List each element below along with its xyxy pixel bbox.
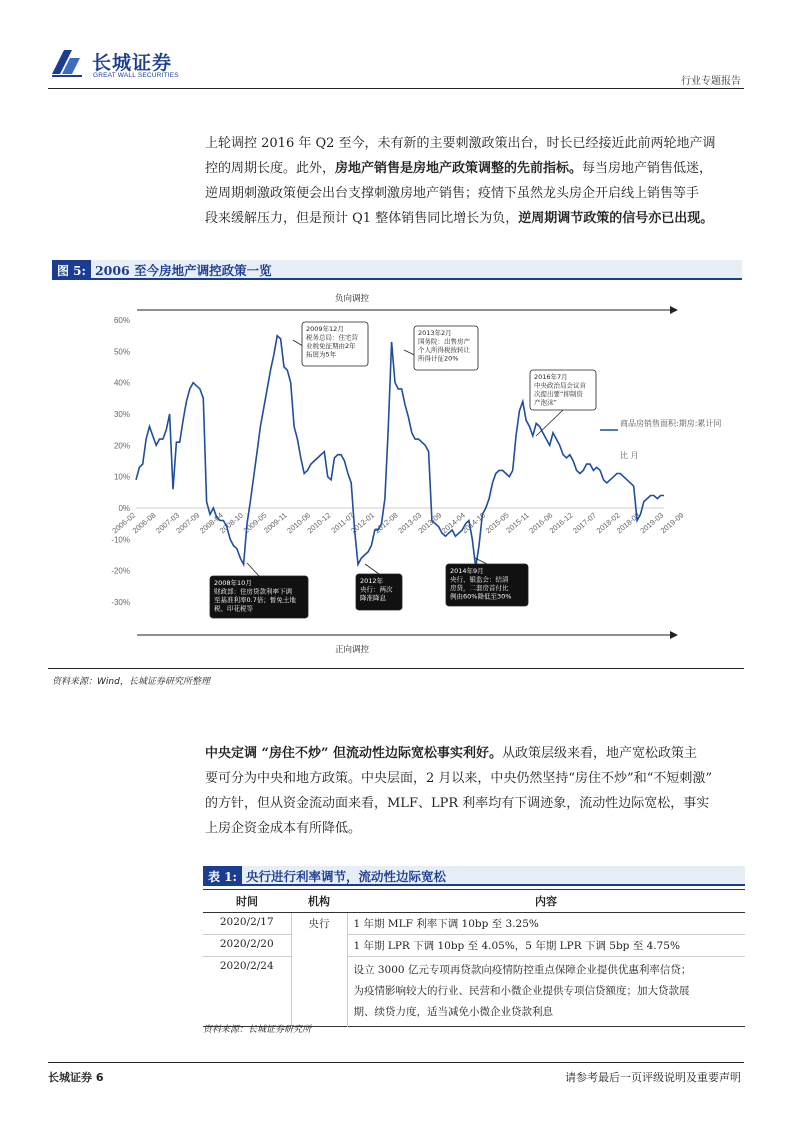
- table-header-row: [203, 890, 745, 913]
- row-date: 2020/2/20: [219, 938, 274, 950]
- para2-line-3: 的方针，但从资金流动面来看，MLF、LPR 利率均有下调迹象，流动性边际宽松，事实: [205, 796, 710, 811]
- x-tick-label: 2008-04: [197, 510, 225, 536]
- callout-text: 产泡沫”: [534, 398, 557, 407]
- callout-text: 2008年10月: [214, 579, 252, 587]
- figure-source: 资料来源：Wind，长城证券研究所整理: [52, 677, 210, 687]
- row-org: 央行: [291, 913, 347, 1027]
- annotation-callout: [446, 558, 528, 606]
- table-title-bar: [203, 866, 745, 886]
- x-tick-label: 2009-05: [241, 510, 269, 536]
- x-tick-label: 2016-06: [527, 510, 555, 536]
- legend-label: 比 月: [620, 451, 639, 460]
- great-wall-logo-icon: [50, 46, 84, 78]
- x-tick-label: 2012-01: [349, 510, 377, 536]
- header-divider: [48, 88, 744, 89]
- figure-bottom-rule: [48, 668, 744, 669]
- callout-text: 央行：两次: [360, 585, 393, 594]
- brand-name-cn: 长城证券: [92, 52, 173, 74]
- x-tick-label: 2016-12: [547, 510, 575, 536]
- callout-text: 2014年9月: [450, 567, 484, 575]
- callout-text: 税、印花税等: [214, 604, 253, 613]
- callout-text: 国务院：出售房产: [418, 337, 470, 346]
- row-content-line: 为疫情影响较大的行业、民营和小微企业提供专项信贷额度；加大贷款展: [353, 985, 690, 997]
- callout-text: 个人所得税按转让: [418, 346, 470, 354]
- y-tick-label: 40%: [113, 378, 130, 388]
- x-tick-label: 2015-05: [483, 510, 511, 536]
- callout-pointer: [247, 563, 259, 576]
- x-tick-label: 2008-10: [218, 510, 245, 536]
- x-tick-label: 2018-08: [614, 510, 642, 536]
- x-tick-label: 2011-07: [329, 510, 356, 535]
- figure-title: 2006 至今房地产调控政策一览: [94, 263, 272, 278]
- header-date: 时间: [203, 890, 291, 913]
- para1-line-3: 逆周期刺激政策便会出台支撑刺激房地产销售；疫情下虽然龙头房企开启线上销售等手: [205, 186, 700, 201]
- x-tick-label: 2019-03: [638, 510, 666, 536]
- top-arrow-head: [670, 306, 678, 314]
- paragraph-2: [205, 741, 745, 841]
- x-tick-label: 2017-07: [571, 510, 599, 536]
- callout-text: 拓展为5年: [306, 350, 337, 359]
- y-tick-label: -20%: [111, 566, 130, 576]
- table-row: [203, 913, 745, 935]
- row-content-line: 期、续贷力度，适当减免小微企业贷款利息: [353, 1006, 553, 1018]
- callout-text: 业税免征期由2年: [306, 342, 356, 350]
- table-title: 央行进行利率调节，流动性边际宽松: [245, 869, 446, 884]
- y-tick-label: 20%: [113, 441, 130, 451]
- y-tick-label: 0%: [118, 504, 130, 513]
- x-tick-label: 2007-03: [154, 510, 182, 536]
- figure-number: 图 5:: [52, 260, 91, 278]
- para1-line-4: 段来缓解压力，但是预计 Q1 整体销售同比增长为负，逆周期调节政策的信号亦已出现。: [205, 211, 714, 226]
- y-tick-label: 50%: [113, 347, 130, 357]
- x-tick-label: 2010-12: [305, 510, 333, 536]
- x-tick-label: 2007-09: [174, 510, 202, 536]
- table-row: [203, 935, 745, 957]
- x-tick-label: 2010-06: [285, 510, 313, 536]
- policy-chart: [52, 284, 742, 664]
- row-date: 2020/2/24: [219, 960, 274, 972]
- annotation-callout: [356, 564, 402, 610]
- para1-line-2: 控的周期长度。此外，房地产销售是房地产政策调整的先前指标。每当房地产销售低迷，: [205, 161, 713, 176]
- policy-table: [203, 889, 745, 1027]
- bottom-arrow-label: 正向调控: [334, 645, 370, 655]
- annotation-callout: [210, 563, 308, 618]
- y-tick-label: -10%: [111, 535, 130, 545]
- callout-text: 财政部：住房贷款利率下调: [214, 587, 292, 596]
- x-tick-label: 2015-11: [504, 510, 531, 535]
- para2-line-4: 上房企资金成本有所降低。: [205, 821, 362, 836]
- callout-pointer: [536, 410, 563, 436]
- y-tick-label: 60%: [113, 316, 130, 325]
- callout-text: 2009年12月: [306, 325, 344, 333]
- figure-title-bar: [52, 260, 742, 280]
- x-tick-label: 2006-02: [110, 510, 138, 536]
- footer-page: 长城证券 6: [48, 1071, 104, 1084]
- footer-disclaimer: 请参考最后一页评级说明及重要声明: [565, 1071, 741, 1084]
- x-tick-label: 2013-09: [416, 510, 444, 536]
- top-arrow-label: 负向调控: [334, 294, 370, 304]
- x-tick-label: 2014-04: [439, 510, 467, 536]
- callout-text: 2013年2月: [418, 329, 452, 337]
- y-tick-label: 10%: [113, 472, 130, 482]
- callout-text: 2016年7月: [534, 373, 568, 381]
- row-date: 2020/2/17: [219, 916, 274, 928]
- header-org: 机构: [291, 890, 347, 913]
- callout-text: 降准降息: [360, 594, 386, 602]
- row-content: 1 年期 LPR 下调 10bp 至 4.05%，5 年期 LPR 下调 5bp 至 4.75%: [353, 940, 680, 952]
- y-tick-label: -30%: [111, 598, 130, 607]
- callout-text: 所得计征20%: [418, 354, 459, 363]
- row-content-line: 设立 3000 亿元专项再贷款向疫情防控重点保障企业提供优惠利率信贷；: [353, 964, 692, 976]
- table-number: 表 1:: [203, 866, 242, 884]
- table-row: [203, 957, 745, 1027]
- callout-text: 税务总局：住宅营: [306, 333, 358, 342]
- row-content: 1 年期 MLF 利率下调 10bp 至 3.25%: [353, 918, 539, 930]
- x-tick-label: 2018-02: [594, 510, 622, 536]
- callout-pointer: [365, 564, 379, 574]
- callout-text: 例由60%降低至30%: [450, 592, 512, 601]
- bottom-arrow-head: [670, 631, 678, 639]
- table-source: 资料来源：长城证券研究所: [203, 1025, 312, 1035]
- y-tick-label: 30%: [113, 410, 130, 419]
- x-tick-label: 2009-11: [262, 510, 289, 535]
- x-tick-label: 2019-09: [658, 510, 686, 536]
- brand-name-en: GREAT WALL SECURITIES: [93, 72, 179, 79]
- callout-text: 央行、银监会：结清: [450, 575, 509, 584]
- legend-label: 商品房销售面积:期房:累计同: [620, 419, 722, 428]
- paragraph-1: [205, 131, 745, 231]
- row-content: [347, 957, 745, 1027]
- callout-text: 2012年: [360, 577, 384, 585]
- x-tick-label: 2012-08: [372, 510, 400, 536]
- x-tick-label: 2013-03: [396, 510, 424, 536]
- para2-line-1: 中央定调 “房住不炒” 但流动性边际宽松事实利好。从政策层级来看，地产宽松政策主: [205, 746, 698, 761]
- report-type: 行业专题报告: [681, 76, 741, 87]
- callout-text: 房贷，二套房首付比: [450, 584, 509, 592]
- callout-text: 次提出要“抑制资: [534, 390, 583, 398]
- para2-line-2: 要可分为中央和地方政策。中央层面，2 月以来，中央仍然坚持“房住不炒”和“不短刺激”: [205, 771, 712, 786]
- footer-divider: [48, 1062, 744, 1063]
- annotation-callout: [404, 326, 478, 370]
- x-tick-label: 2014-10: [460, 510, 488, 536]
- x-tick-label: 2006-08: [130, 510, 158, 536]
- callout-text: 至基准利率0.7倍；暂免土地: [214, 596, 296, 604]
- header-content: 内容: [347, 890, 745, 913]
- para1-line-1: 上轮调控 2016 年 Q2 至今，未有新的主要刺激政策出台，时长已经接近此前两轮地产调: [205, 136, 716, 151]
- callout-text: 中央政治局会议首: [534, 381, 586, 390]
- annotation-callout: [293, 322, 368, 366]
